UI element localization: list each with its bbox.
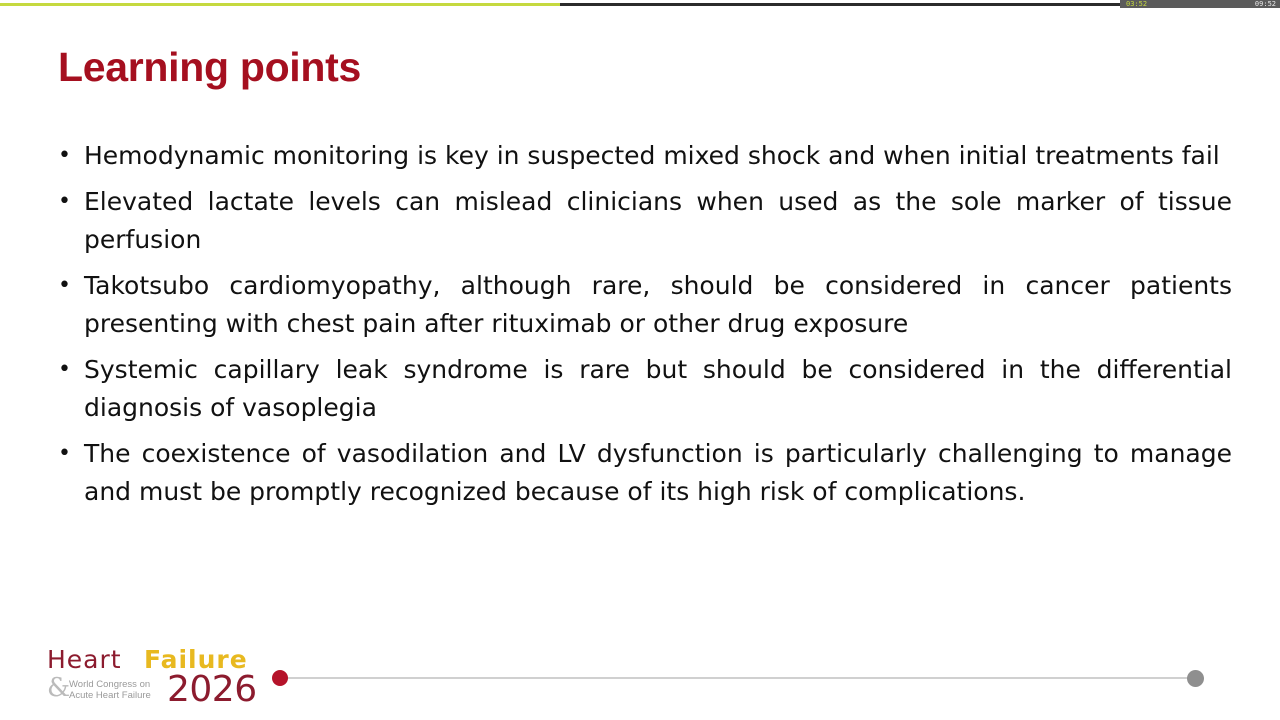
current-time: 03:52 (1126, 0, 1148, 8)
bullet-icon: • (58, 273, 71, 298)
logo-word-heart: Heart (47, 645, 122, 674)
bullet-text: Takotsubo cardiomyopathy, although rare, should be considered in cancer patients presenting with chest pain after rituximab or other drug exposure (84, 271, 1232, 338)
bullet-text: Hemodynamic monitoring is key in suspected mixed shock and when initial treatments fail (84, 141, 1220, 170)
footer-grey-dot (1187, 670, 1204, 687)
list-item (58, 267, 1232, 343)
logo-year: 2026 (167, 669, 257, 710)
bullet-icon: • (58, 441, 71, 466)
list-item (58, 137, 1232, 175)
logo-subtitle-line2: Acute Heart Failure (69, 690, 151, 701)
bullet-icon: • (58, 357, 71, 382)
total-time: 09:52 (1254, 0, 1276, 8)
learning-points-list (58, 137, 1232, 519)
progress-fill (0, 3, 560, 6)
bullet-text: Elevated lactate levels can mislead clinicians when used as the sole marker of tissue perfusion (84, 187, 1232, 254)
bullet-text: The coexistence of vasodilation and LV dysfunction is particularly challenging to manage and must be promptly recognized because of its high risk of complications. (84, 439, 1232, 506)
list-item (58, 351, 1232, 427)
logo-word-failure: Failure (144, 645, 248, 674)
slide-title: Learning points (58, 44, 362, 90)
playback-progress-bar[interactable] (0, 0, 1280, 8)
logo-ampersand: & (47, 673, 71, 703)
congress-logo (47, 645, 267, 711)
footer-red-dot (272, 670, 288, 686)
footer-divider-line (280, 677, 1196, 679)
bullet-text: Systemic capillary leak syndrome is rare but should be considered in the differential diagnosis of vasoplegia (84, 355, 1232, 422)
bullet-icon: • (58, 189, 71, 214)
list-item (58, 435, 1232, 511)
progress-track[interactable] (0, 3, 1120, 6)
logo-subtitle-line1: World Congress on (69, 679, 151, 690)
bullet-icon: • (58, 143, 71, 168)
list-item (58, 183, 1232, 259)
